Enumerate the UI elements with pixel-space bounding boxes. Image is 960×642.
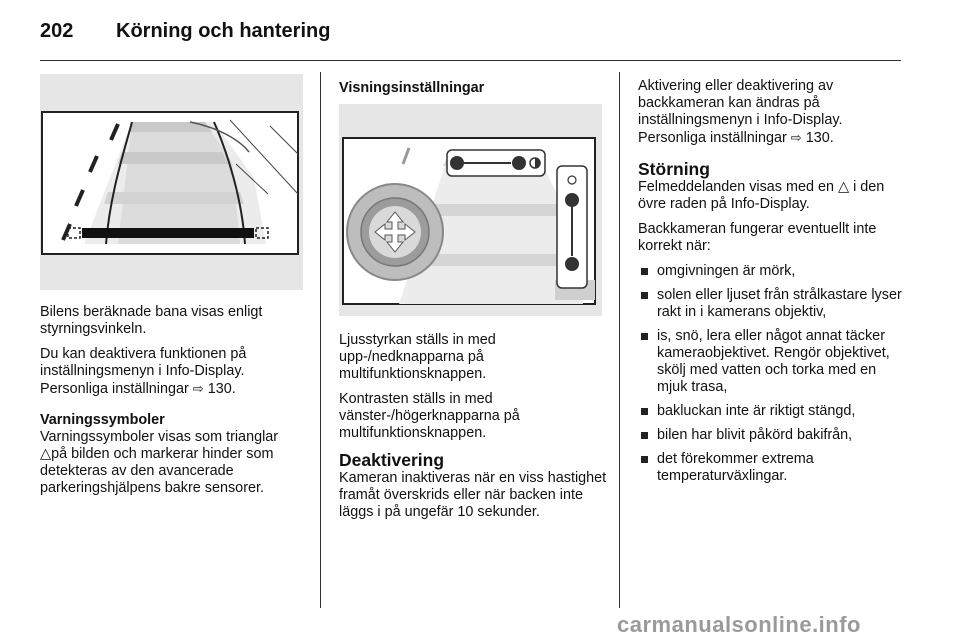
warning-symbols-heading: Varningssymboler [40,412,165,428]
warning-text-a: Varningssymboler visas som trianglar [40,429,279,445]
warning-triangle-icon: △ [838,179,850,195]
display-settings-heading: Visningsinställningar [339,80,485,96]
column-1-text [40,304,308,505]
list-item: is, snö, lera eller något annat täcker kameraobjektivet. Rengör objektivet, skölj med vatten och torka med en mjuk trasa, [638,328,906,396]
paragraph-activation [638,78,906,147]
watermark: carmanualsonline.info [617,612,861,637]
error-text-b: i den övre raden på Info-Display. [638,179,885,212]
page-reference: 130. [805,130,834,146]
paragraph-contrast: Kontrasten ställs in med vänster-/högerknapparna på multifunktionsknappen. [339,391,520,441]
paragraph-deactivate [40,346,308,398]
warning-triangle-icon: △ [40,446,52,462]
column-divider-2 [619,72,620,608]
error-text-a: Felmeddelanden visas med en [638,179,834,195]
list-item: omgivningen är mörk, [638,263,906,280]
column-2-text [339,332,607,529]
list-item: solen eller ljuset från strålkastare lyser rakt in i kamerans objektiv, [638,287,906,321]
page-reference-arrow-icon: ⇨ [192,381,204,396]
warning-text-b: på bilden och markerar hinder som detekteras av den avancerade parkeringshjälpens bakre sensorer. [40,446,274,496]
paragraph-guideline: Bilens beräknade bana visas enligt styrningsvinkeln. [40,304,263,337]
rear-camera-display-figure [40,74,303,290]
page-reference-arrow-icon: ⇨ [790,130,802,145]
paragraph-deactivation: Kameran inaktiveras när en viss hastighet framåt överskrids eller när backen inte läggs i på ungefär 10 sekunder. [339,470,607,520]
paragraph-warning-symbols [40,429,308,497]
paragraph-error-messages [638,179,906,213]
page-title: Körning och hantering [116,20,331,42]
multifunction-knob-illustration [339,104,602,316]
paragraph-conditions: Backkameran fungerar eventuellt inte korrekt när: [638,221,877,254]
conditions-list [638,263,906,485]
list-item: det förekommer extrema temperaturväxlingar. [638,451,906,485]
column-3-text [638,78,906,492]
fault-heading: Störning [638,159,710,179]
page-reference: 130. [207,381,236,397]
activation-text: Aktivering eller deaktivering av backkameran kan ändras på inställningsmenyn i Info-Display. Personliga inställningar [638,78,843,146]
camera-guidelines-illustration [40,74,303,290]
paragraph-brightness: Ljusstyrkan ställs in med upp-/nedknapparna på multifunktionsknappen. [339,332,496,382]
paragraph-deactivate-text: Du kan deaktivera funktionen på inställningsmenyn i Info-Display. Personliga inställningar [40,346,247,397]
deactivation-heading: Deaktivering [339,450,445,470]
page-number: 202 [40,20,74,42]
display-settings-figure [339,104,602,316]
column-divider-1 [320,72,321,608]
list-item: bilen har blivit påkörd bakifrån, [638,427,906,444]
list-item: bakluckan inte är riktigt stängd, [638,403,906,420]
header-rule [40,60,901,61]
